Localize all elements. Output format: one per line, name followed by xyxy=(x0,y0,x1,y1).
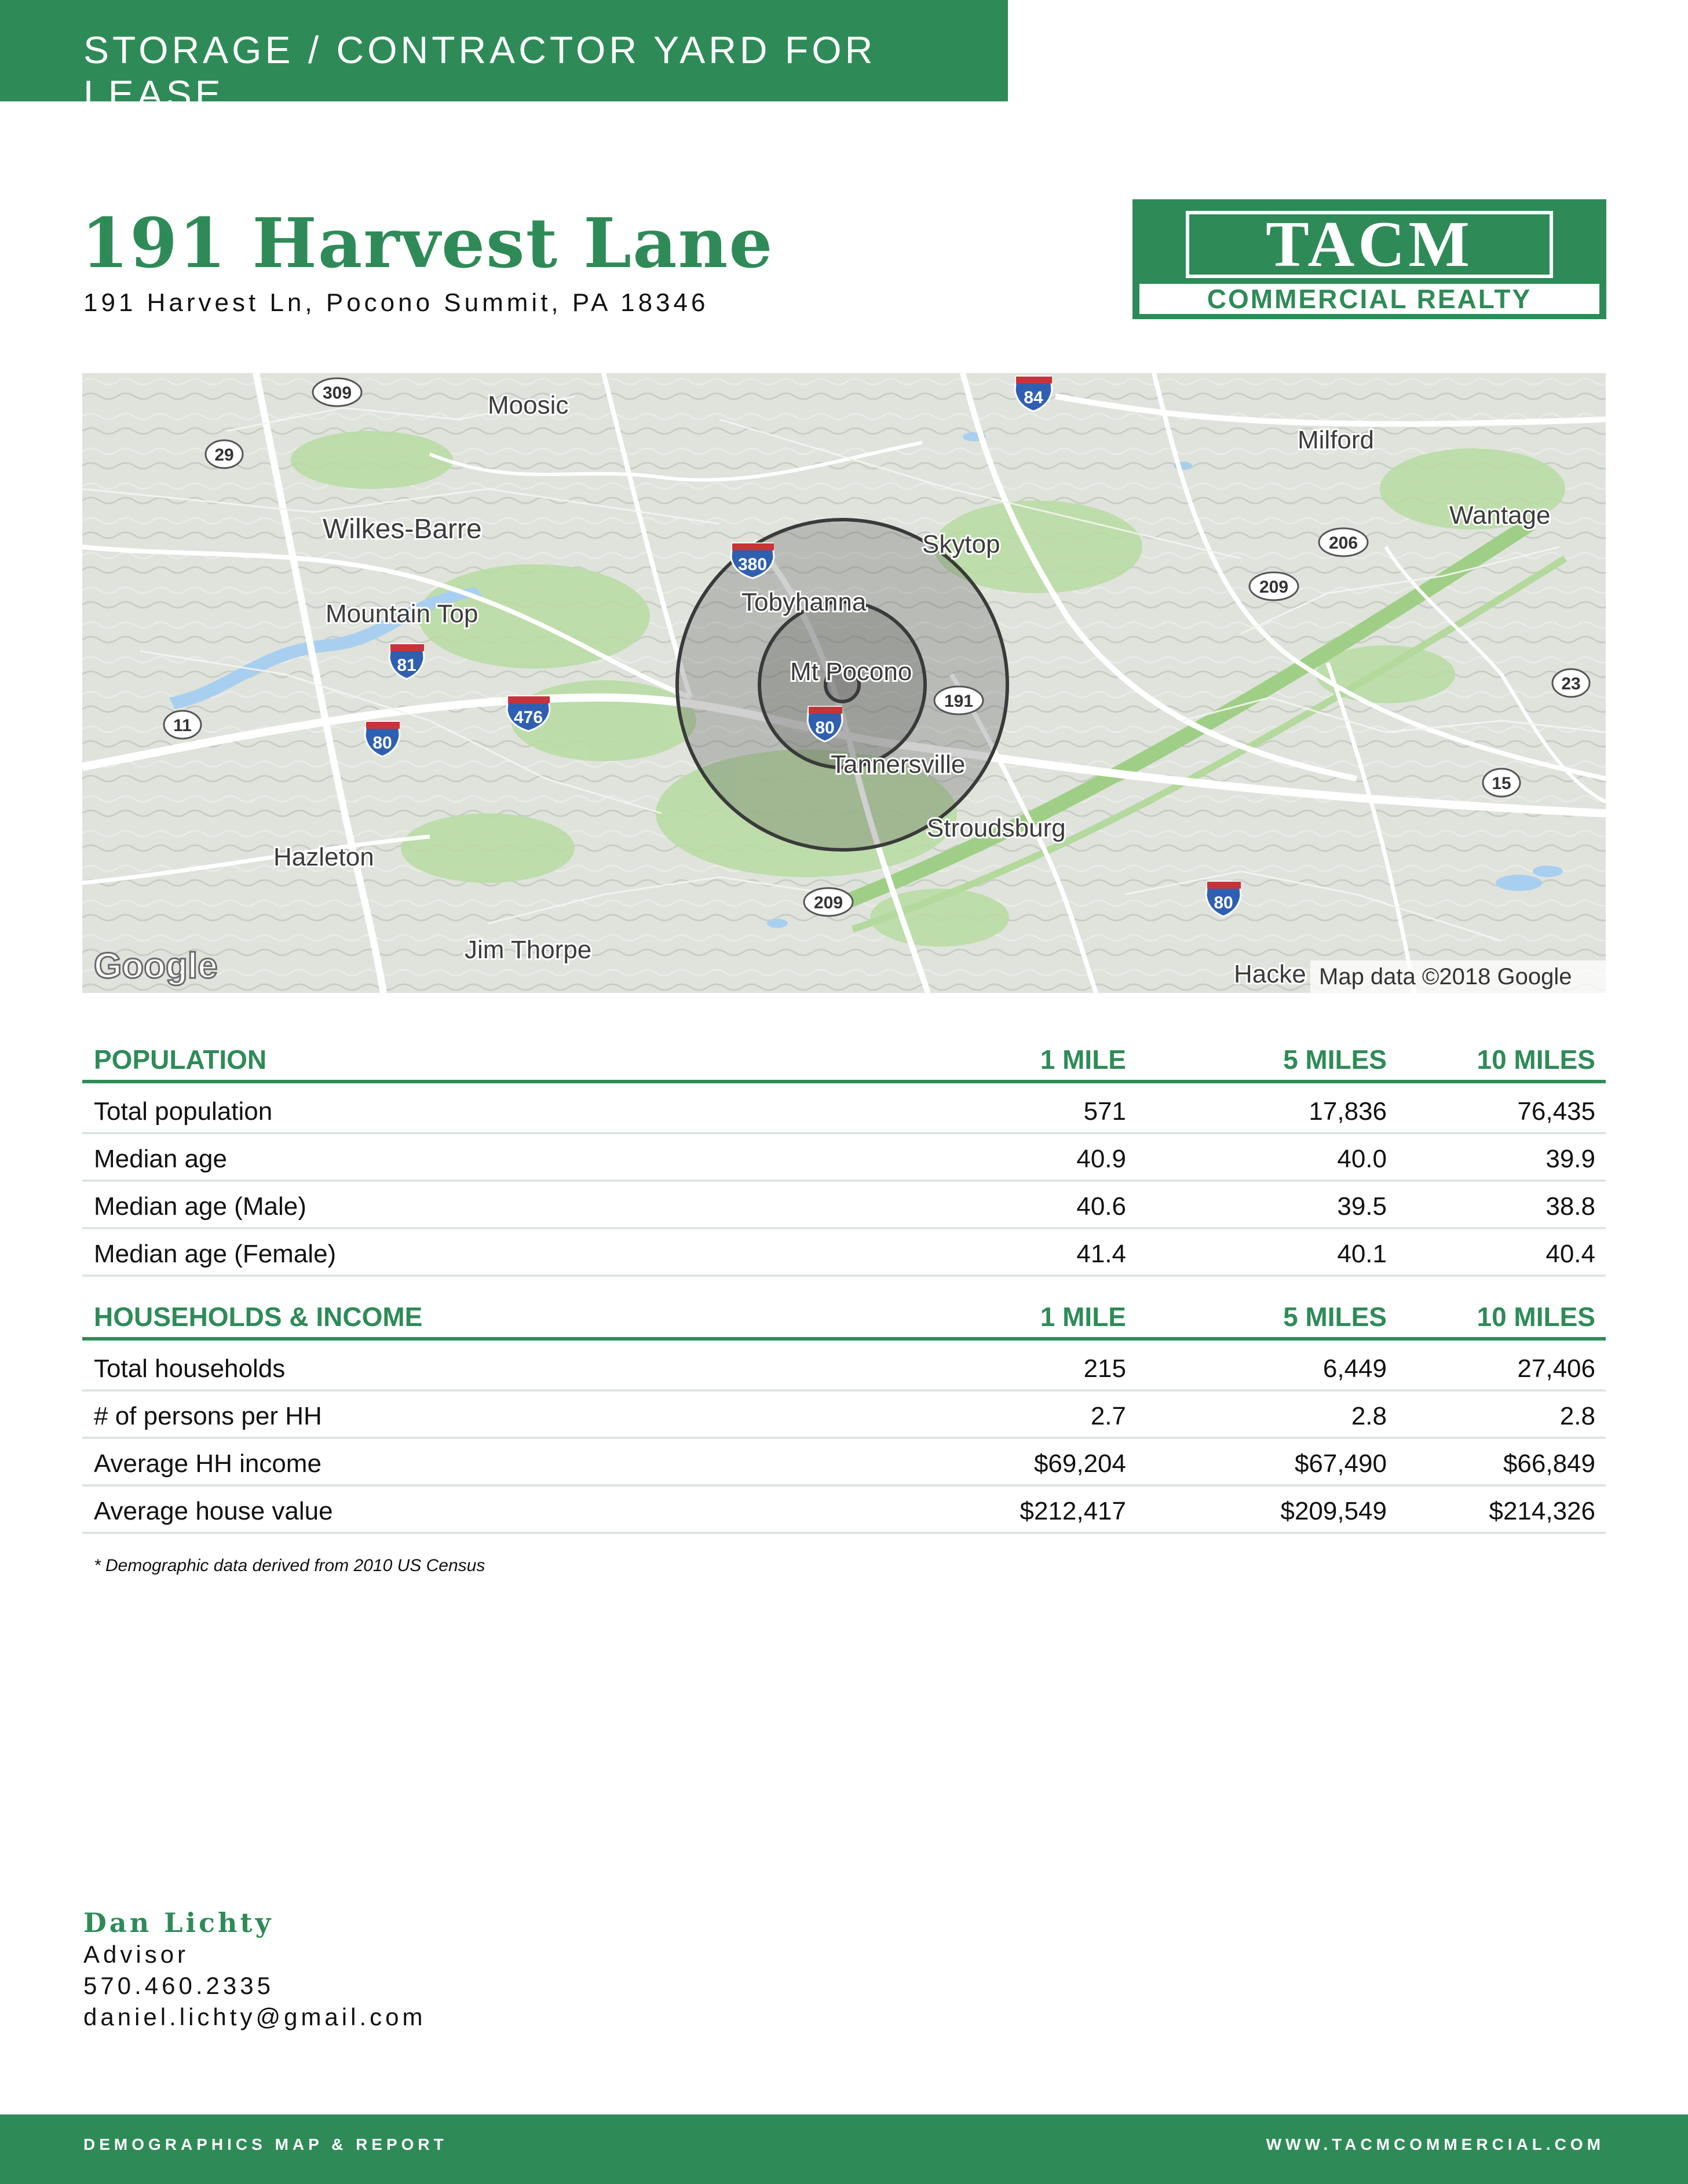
table-row xyxy=(82,1087,1606,1134)
row-label: Median age (Female) xyxy=(94,1240,337,1268)
table-row xyxy=(82,1487,1606,1534)
svg-text:23: 23 xyxy=(1561,674,1581,693)
row-label: Average HH income xyxy=(94,1449,321,1478)
svg-text:15: 15 xyxy=(1492,774,1511,793)
route-191-shield xyxy=(934,686,983,714)
svg-text:191: 191 xyxy=(944,692,974,711)
svg-text:476: 476 xyxy=(513,708,543,727)
table-row xyxy=(82,1344,1606,1392)
table-row xyxy=(82,1182,1606,1229)
svg-text:84: 84 xyxy=(1024,388,1043,407)
footer-report-label: DEMOGRAPHICS MAP & REPORT xyxy=(83,2135,448,2153)
value-5-miles: 2.8 xyxy=(1351,1402,1387,1430)
route-11-shield xyxy=(164,711,201,739)
value-1-mile: 215 xyxy=(1083,1354,1126,1383)
value-1-mile: 41.4 xyxy=(1076,1240,1126,1268)
value-10-miles: 38.8 xyxy=(1545,1192,1595,1221)
svg-text:209: 209 xyxy=(813,893,843,912)
row-label: Median age (Male) xyxy=(94,1192,306,1221)
value-5-miles: 17,836 xyxy=(1309,1097,1387,1126)
row-label: Median age xyxy=(94,1145,227,1173)
logo-name: TACM xyxy=(1266,209,1473,280)
value-5-miles: 39.5 xyxy=(1337,1192,1387,1221)
demographics-map[interactable] xyxy=(82,373,1606,993)
svg-text:80: 80 xyxy=(815,718,835,737)
logo-strip xyxy=(1139,284,1599,314)
map-attribution: Map data ©2018 Google xyxy=(1319,964,1572,989)
table-row xyxy=(82,1439,1606,1487)
census-note: * Demographic data derived from 2010 US Census xyxy=(94,1556,485,1575)
table-row xyxy=(82,1229,1606,1277)
households-header xyxy=(82,1294,1606,1341)
label-skytop: Skytop xyxy=(922,530,1000,558)
value-10-miles: 40.4 xyxy=(1545,1240,1595,1268)
contact-role: Advisor xyxy=(83,1941,189,1968)
header-10-miles: 10 MILES xyxy=(1477,1044,1595,1075)
contact-phone[interactable]: 570.460.2335 xyxy=(83,1972,274,1999)
label-jim-thorpe: Jim Thorpe xyxy=(465,936,592,964)
label-moosic: Moosic xyxy=(488,391,569,419)
value-5-miles: $209,549 xyxy=(1280,1497,1387,1525)
value-5-miles: $67,490 xyxy=(1294,1449,1387,1478)
svg-text:11: 11 xyxy=(173,716,192,735)
households-title: HOUSEHOLDS & INCOME xyxy=(94,1302,423,1332)
label-stroudsburg: Stroudsburg xyxy=(927,814,1066,842)
value-1-mile: 40.9 xyxy=(1076,1145,1126,1173)
banner-text: STORAGE / CONTRACTOR YARD FOR LEASE xyxy=(83,28,876,115)
svg-text:80: 80 xyxy=(1214,893,1233,912)
top-banner xyxy=(0,0,1008,115)
header-5-miles: 5 MILES xyxy=(1283,1302,1387,1332)
label-hacke: Hacke xyxy=(1234,960,1306,988)
population-header xyxy=(82,1037,1606,1083)
route-206-shield xyxy=(1319,528,1368,556)
row-label: Total households xyxy=(94,1354,286,1383)
contact-email[interactable]: daniel.lichty@gmail.com xyxy=(83,2003,426,2030)
label-milford: Milford xyxy=(1298,426,1375,454)
svg-text:309: 309 xyxy=(322,384,352,403)
row-label: # of persons per HH xyxy=(94,1402,322,1430)
label-mt-pocono: Mt Pocono xyxy=(790,658,912,686)
value-1-mile: 40.6 xyxy=(1076,1192,1126,1221)
label-wantage: Wantage xyxy=(1449,501,1551,529)
value-10-miles: $66,849 xyxy=(1503,1449,1595,1478)
value-1-mile: $69,204 xyxy=(1033,1449,1126,1478)
svg-text:380: 380 xyxy=(737,555,768,574)
table-row xyxy=(82,1134,1606,1182)
value-5-miles: 40.0 xyxy=(1337,1145,1387,1173)
property-address: 191 Harvest Ln, Pocono Summit, PA 18346 xyxy=(83,288,709,317)
value-10-miles: 76,435 xyxy=(1517,1097,1595,1126)
route-209-shield xyxy=(804,888,853,916)
value-10-miles: 39.9 xyxy=(1545,1145,1595,1173)
row-label: Average house value xyxy=(94,1497,333,1525)
route-209-east-shield xyxy=(1249,572,1298,600)
svg-text:206: 206 xyxy=(1328,534,1358,553)
value-10-miles: 27,406 xyxy=(1517,1354,1595,1383)
route-309-shield xyxy=(313,378,361,406)
svg-text:81: 81 xyxy=(397,656,416,675)
value-5-miles: 40.1 xyxy=(1337,1240,1387,1268)
header-1-mile: 1 MILE xyxy=(1040,1302,1126,1332)
logo-subtitle: COMMERCIAL REALTY xyxy=(1207,284,1532,314)
population-title: POPULATION xyxy=(94,1044,267,1075)
contact-name: Dan Lichty xyxy=(83,1907,274,1938)
route-15-shield xyxy=(1483,769,1520,797)
value-10-miles: 2.8 xyxy=(1559,1402,1595,1430)
value-10-miles: $214,326 xyxy=(1489,1497,1595,1525)
value-5-miles: 6,449 xyxy=(1322,1354,1387,1383)
row-label: Total population xyxy=(94,1097,273,1126)
value-1-mile: 571 xyxy=(1083,1097,1126,1126)
svg-text:209: 209 xyxy=(1259,578,1289,597)
label-tannersville: Tannersville xyxy=(831,750,966,779)
map-canvas xyxy=(82,373,1606,993)
svg-text:29: 29 xyxy=(214,445,234,465)
property-title: 191 Harvest Lane xyxy=(81,203,774,283)
route-23-shield xyxy=(1552,669,1590,697)
value-1-mile: $212,417 xyxy=(1020,1497,1126,1525)
logo-box xyxy=(1186,211,1553,278)
header-5-miles: 5 MILES xyxy=(1283,1044,1387,1075)
value-1-mile: 2.7 xyxy=(1090,1402,1126,1430)
table-row xyxy=(82,1392,1606,1439)
header-1-mile: 1 MILE xyxy=(1040,1044,1126,1075)
svg-text:80: 80 xyxy=(372,733,392,753)
route-29-shield xyxy=(206,440,243,468)
footer-bar xyxy=(0,2114,1688,2184)
label-hazleton: Hazleton xyxy=(273,843,374,871)
google-logo: Google xyxy=(94,946,218,986)
company-logo xyxy=(1132,199,1606,319)
label-tobyhanna: Tobyhanna xyxy=(741,588,867,616)
header-10-miles: 10 MILES xyxy=(1477,1302,1595,1332)
footer-website-link[interactable]: WWW.TACMCOMMERCIAL.COM xyxy=(1266,2135,1605,2153)
label-wilkes-barre: Wilkes-Barre xyxy=(323,514,482,545)
label-mountain-top: Mountain Top xyxy=(326,600,478,628)
